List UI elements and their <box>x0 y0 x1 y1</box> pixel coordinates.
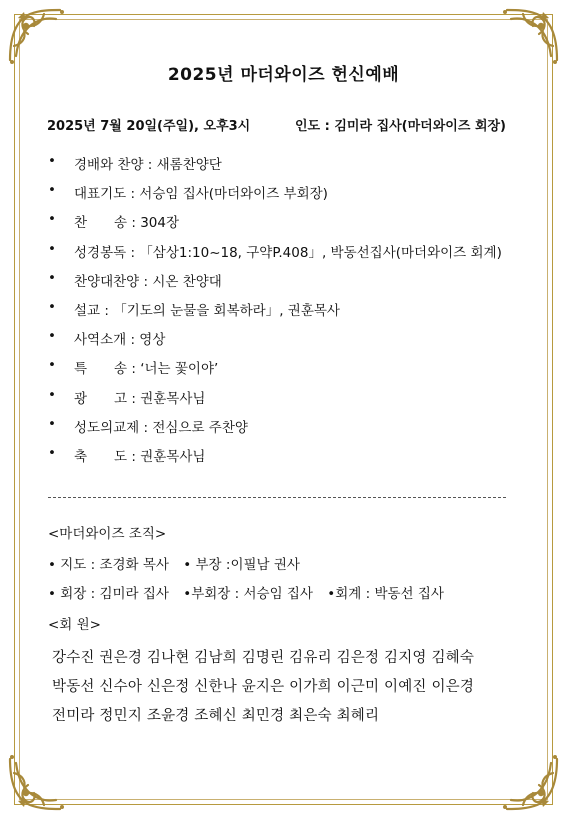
vice-president: •부회장 : 서승임 집사 <box>183 586 313 602</box>
bullet: • <box>48 269 56 286</box>
members-row: 강수진 권은경 김나현 김남희 김명린 김유리 김은정 김지영 김혜숙 <box>52 650 475 666</box>
program-item: • 경배와 찬양 : 새롬찬양단 <box>48 153 222 173</box>
ornamental-corner-icon <box>503 755 561 813</box>
bullet: • <box>48 153 56 169</box>
organization-officers <box>48 582 444 602</box>
program-list <box>48 153 502 474</box>
program-item: • 찬양대찬양 : 시온 찬양대 <box>48 269 222 290</box>
program-item: • 축 도 : 권훈목사님 <box>48 444 206 465</box>
members-row: 전미라 정민지 조윤경 조혜신 최민경 최은숙 최혜리 <box>52 708 380 724</box>
members-row: 박동선 신수아 신은정 신한나 윤지은 이가희 이근미 이예진 이은경 <box>52 679 475 695</box>
ornamental-corner-icon <box>6 755 64 813</box>
bullet: • <box>48 211 56 228</box>
advisor: • 지도 : 조경화 목사 <box>48 557 169 573</box>
program-item: • 성도의교제 : 전심으로 주찬양 <box>48 415 248 436</box>
page-title: 2025년 마더와이즈 헌신예배 <box>167 65 400 85</box>
director: • 부장 :이필남 권사 <box>183 557 300 573</box>
program-item: • 특 송 : ‘너는 꽃이야’ <box>48 357 219 378</box>
bullet: • <box>48 328 56 345</box>
bullet: • <box>48 298 56 315</box>
organization-leaders <box>48 553 300 573</box>
treasurer: •회계 : 박동선 집사 <box>327 586 444 602</box>
ornamental-corner-icon <box>503 6 561 64</box>
members-list <box>52 644 474 731</box>
program-item: • 광 고 : 권훈목사님 <box>48 386 206 407</box>
bullet: • <box>48 415 56 432</box>
members-title: <회 원> <box>48 617 101 633</box>
program-item: • 사역소개 : 영상 <box>48 328 166 349</box>
program-item: • 설교 : 「기도의 눈물을 회복하라」, 권훈목사 <box>48 298 340 319</box>
bullet: • <box>48 386 56 403</box>
bullet: • <box>48 240 56 257</box>
president: • 회장 : 김미라 집사 <box>48 586 169 602</box>
dashed-divider <box>48 497 506 498</box>
service-date: 2025년 7월 20일(주일), 오후3시 <box>47 119 251 134</box>
organization-title: <마더와이즈 조직> <box>48 526 167 542</box>
program-item: • 성경봉독 : 「삼상1:10~18, 구약P.408」, 박동선집사(마더와이즈 회계) <box>48 240 502 261</box>
bullet: • <box>48 182 56 199</box>
bullet: • <box>48 444 56 461</box>
program-item: • 대표기도 : 서승임 집사(마더와이즈 부회장) <box>48 182 328 203</box>
bullet: • <box>48 357 56 374</box>
service-leader: 인도 : 김미라 집사(마더와이즈 회장) <box>295 119 506 134</box>
program-item: • 찬 송 : 304장 <box>48 211 180 232</box>
ornamental-corner-icon <box>6 6 64 64</box>
